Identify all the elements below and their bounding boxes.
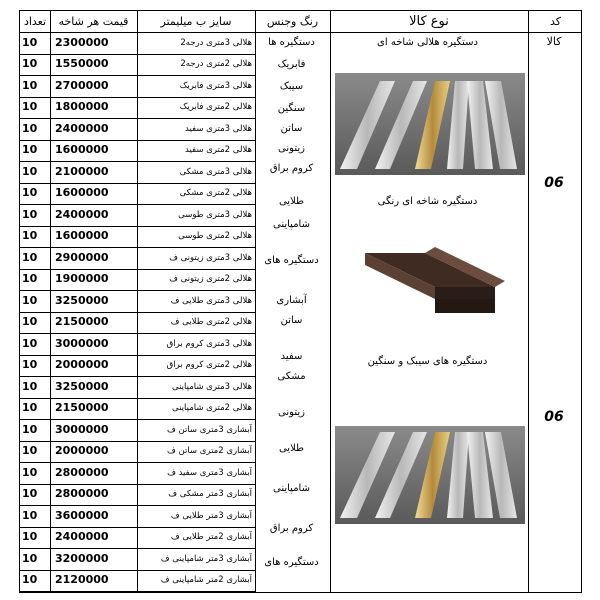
qty-cell: 10 — [22, 422, 38, 436]
qty-cell: 10 — [22, 465, 38, 479]
qty-cell: 10 — [22, 100, 38, 113]
code-column-label: کالا — [546, 35, 562, 48]
price-cell: 2800000 — [55, 465, 109, 479]
size-cell: آبشاری 3متر طلایی ف — [170, 510, 252, 521]
size-cell: هلالی 3متری زیتونی ف — [169, 252, 252, 263]
color-label: کروم براق — [269, 163, 314, 174]
price-cell: 3600000 — [55, 508, 109, 522]
color-label: دستگیره ها — [268, 37, 315, 48]
size-cell: هلالی 3متری کروم براق — [166, 338, 252, 349]
row-divider — [20, 591, 255, 592]
color-label: مشکی — [277, 371, 306, 382]
color-label: دستگیره های — [264, 557, 319, 568]
color-label: کروم براق — [269, 523, 314, 534]
price-cell: 3000000 — [55, 422, 109, 436]
qty-cell: 10 — [22, 272, 38, 285]
price-cell: 1800000 — [55, 100, 109, 113]
column-divider — [330, 11, 331, 592]
size-cell: هلالی 3متری سفید — [185, 123, 252, 134]
price-cell: 1600000 — [55, 186, 109, 199]
color-label: شامپاینی — [273, 219, 310, 230]
size-cell: هلالی 2متری سفید — [185, 145, 252, 155]
price-cell: 2000000 — [55, 358, 109, 371]
qty-cell: 10 — [22, 444, 38, 457]
price-cell: 3250000 — [55, 379, 109, 393]
size-cell: آبشاری 3متری سفید ف — [167, 467, 252, 478]
qty-cell: 10 — [22, 229, 38, 242]
color-label: زیتونی — [278, 407, 305, 418]
product-code: 06 — [544, 175, 564, 191]
price-cell: 3200000 — [55, 551, 109, 565]
qty-cell: 10 — [22, 573, 38, 586]
size-cell: هلالی 2متری فابریک — [179, 102, 252, 112]
size-cell: آبشاری 3متری ساتن ف — [166, 424, 252, 435]
price-cell: 2100000 — [55, 164, 109, 178]
price-cell: 2700000 — [55, 78, 109, 92]
size-cell: آبشاری 3متر شامپاینی ف — [160, 553, 252, 564]
color-label: طلایی — [278, 443, 305, 454]
qty-cell: 10 — [22, 379, 38, 393]
aluminum-handle-profiles-photo — [335, 426, 525, 524]
qty-cell: 10 — [22, 315, 38, 328]
qty-cell: 10 — [22, 508, 38, 522]
color-label: سفید — [280, 351, 303, 362]
qty-cell: 10 — [22, 530, 38, 543]
color-label: آبشاری — [276, 295, 307, 306]
product-code: 06 — [544, 409, 564, 425]
color-label: طلایی — [278, 196, 305, 207]
size-cell: هلالی 2متری طوسی — [178, 231, 252, 241]
price-cell: 1900000 — [55, 272, 109, 285]
price-cell: 2400000 — [55, 121, 109, 135]
size-cell: آبشاری 2متری ساتن ف — [166, 446, 252, 456]
price-cell: 3250000 — [55, 293, 109, 307]
qty-cell: 10 — [22, 551, 38, 565]
qty-cell: 10 — [22, 143, 38, 156]
size-cell: آبشاری 2متر طلایی ف — [170, 532, 252, 542]
header-type: نوع کالا — [409, 14, 449, 29]
qty-cell: 10 — [22, 293, 38, 307]
color-label: سیبک — [279, 81, 304, 92]
size-cell: هلالی 2متری مشکی — [179, 188, 252, 198]
product-type-label: دستگیره هلالی شاخه ای — [377, 37, 478, 48]
size-cell: آبشاری 3متر مشکی ف — [168, 489, 252, 499]
price-cell: 2800000 — [55, 487, 109, 500]
product-type-label: دستگیره شاخه ای رنگی — [377, 196, 478, 207]
dark-handle-profile-photo — [335, 243, 525, 323]
size-cell: هلالی 2متری درجه2 — [180, 59, 252, 69]
qty-cell: 10 — [22, 164, 38, 178]
price-cell: 1550000 — [55, 57, 109, 70]
header-size: سایز ب میلیمتر — [160, 15, 232, 28]
price-cell: 3000000 — [55, 336, 109, 350]
qty-cell: 10 — [22, 121, 38, 135]
aluminum-handle-profiles-photo — [335, 73, 525, 175]
price-cell: 1600000 — [55, 229, 109, 242]
qty-cell: 10 — [22, 401, 38, 414]
qty-cell: 10 — [22, 78, 38, 92]
header-qty: تعداد — [23, 15, 47, 28]
qty-cell: 10 — [22, 487, 38, 500]
price-cell: 2150000 — [55, 315, 109, 328]
price-cell: 2400000 — [55, 207, 109, 221]
size-cell: هلالی 3متری طوسی — [178, 209, 252, 220]
color-label: ساتن — [280, 315, 303, 326]
price-cell: 2400000 — [55, 530, 109, 543]
size-cell: هلالی 3متری درجه2 — [180, 37, 252, 48]
header-color: رنگ وجنس — [266, 15, 319, 28]
price-cell: 2300000 — [55, 35, 109, 49]
color-label: دستگیره های — [264, 255, 319, 266]
price-list-table — [19, 10, 582, 593]
column-divider — [528, 11, 529, 592]
size-cell: هلالی 2متری طلایی ف — [170, 317, 252, 327]
size-cell: هلالی 3متری شامپاینی — [172, 381, 252, 392]
size-cell: آبشاری 2متر شامپاینی ف — [160, 575, 252, 585]
header-code: کد — [549, 15, 561, 28]
qty-cell: 10 — [22, 207, 38, 221]
product-type-label: دستگیره های سیبک و سنگین — [367, 356, 488, 367]
size-cell: هلالی 2متری زیتونی ف — [169, 274, 252, 284]
qty-cell: 10 — [22, 186, 38, 199]
color-label: شامپاینی — [273, 483, 310, 494]
qty-cell: 10 — [22, 57, 38, 70]
qty-cell: 10 — [22, 250, 38, 264]
qty-cell: 10 — [22, 35, 38, 49]
color-label: ساتن — [280, 123, 303, 134]
price-cell: 1600000 — [55, 143, 109, 156]
size-cell: هلالی 2متری کروم براق — [166, 360, 252, 370]
size-cell: هلالی 2متری شامپاینی — [172, 403, 252, 413]
header-price: قیمت هر شاخه — [58, 15, 129, 28]
size-cell: هلالی 3متری فابریک — [179, 80, 252, 91]
price-cell: 2150000 — [55, 401, 109, 414]
size-cell: هلالی 3متری طلایی ف — [170, 295, 252, 306]
color-label: زیتونی — [278, 143, 305, 154]
qty-cell: 10 — [22, 336, 38, 350]
qty-cell: 10 — [22, 358, 38, 371]
color-label: فابریک — [277, 59, 306, 70]
color-label: سنگین — [277, 103, 306, 114]
size-cell: هلالی 3متری مشکی — [179, 166, 252, 177]
price-cell: 2120000 — [55, 573, 109, 586]
price-cell: 2000000 — [55, 444, 109, 457]
price-cell: 2900000 — [55, 250, 109, 264]
